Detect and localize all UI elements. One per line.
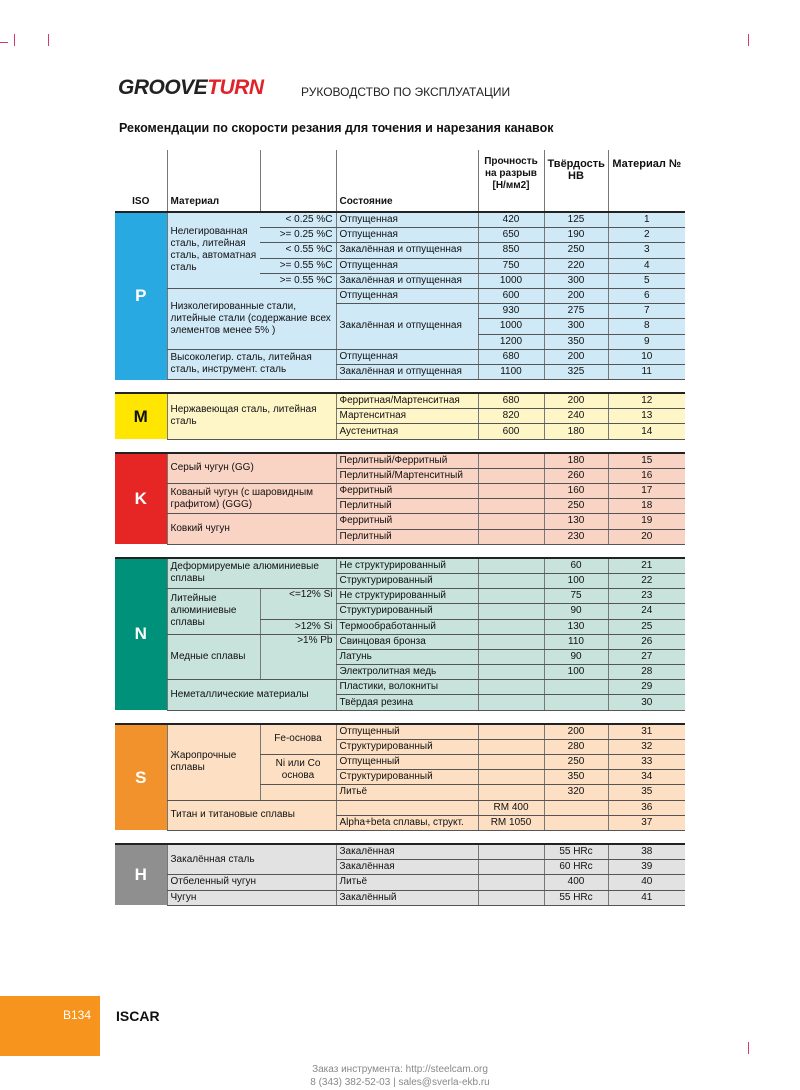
carbon-cell: >= 0.55 %C [260,258,336,273]
group-spacer [115,830,685,844]
crop-mark [748,34,749,46]
strength-cell: 600 [478,424,544,439]
condition-cell: Аустенитная [336,424,478,439]
si-low-cell: <=12% Si [260,589,336,619]
hardness-cell [544,815,608,830]
group-divider [115,439,685,453]
material-no-cell: 24 [608,604,685,619]
condition-cell: Электролитная медь [336,665,478,680]
condition-cell: Структурированный [336,770,478,785]
group-divider [115,830,685,844]
material-no-cell: 12 [608,393,685,409]
strength-cell [478,573,544,588]
table-row [115,514,685,529]
hardness-cell: 200 [544,288,608,303]
material-hardened-steel: Закалённая сталь [167,844,336,875]
material-no-cell: 5 [608,273,685,288]
strength-cell: RM 1050 [478,815,544,830]
iso-m-badge: M [115,393,167,439]
strength-cell [478,529,544,544]
hardness-cell: 60 HRc [544,860,608,875]
table-row [115,288,685,303]
table-row [115,453,685,469]
condition-cell: Перлитный/Мартенситный [336,468,478,483]
hardness-cell: 55 HRc [544,890,608,905]
table-row [115,844,685,860]
condition-cell: Отпущенная [336,349,478,364]
condition-cell: Закалённая [336,860,478,875]
material-nonalloy-steel: Нелегированная сталь, литейная сталь, автоматная сталь [167,212,260,288]
material-no-cell: 14 [608,424,685,439]
strength-cell [478,890,544,905]
iso-p-badge: P [115,212,167,380]
strength-cell [478,724,544,740]
hardness-cell: 90 [544,649,608,664]
hardness-cell: 325 [544,364,608,379]
iso-h-badge: H [115,844,167,905]
condition-cell: Alpha+beta сплавы, структ. [336,815,478,830]
strength-cell [478,514,544,529]
table-row [115,724,685,740]
fe-base-cell: Fe-основа [260,724,336,755]
strength-cell [478,860,544,875]
material-no-cell: 34 [608,770,685,785]
material-no-cell: 8 [608,319,685,334]
footer-order-line: Заказ инструмента: http://steelcam.org [312,1064,488,1075]
hardness-cell: 180 [544,453,608,469]
condition-cell: Твёрдая резина [336,695,478,710]
hardness-cell: 190 [544,228,608,243]
material-lowalloy-steel: Низколегированные стали, литейные стали (содержание всех элементов менее 5% ) [167,288,336,349]
hardness-cell: 240 [544,409,608,424]
col-strength: Прочность на разрыв [Н/мм2] [478,150,544,212]
material-malleable-iron: Ковкий чугун [167,514,336,544]
strength-cell [478,649,544,664]
condition-cell: Перлитный/Ферритный [336,453,478,469]
material-no-cell: 31 [608,724,685,740]
hardness-cell: 350 [544,334,608,349]
material-no-cell: 3 [608,243,685,258]
table-header [115,150,685,212]
condition-cell: Закалённая и отпущенная [336,273,478,288]
material-no-cell: 26 [608,634,685,649]
table-row [115,800,685,815]
strength-cell: 680 [478,349,544,364]
col-hardness: Твёрдость HB [544,150,608,212]
material-titanium: Титан и титановые сплавы [167,800,336,830]
group-divider [115,544,685,558]
hardness-cell [544,695,608,710]
condition-cell: Пластики, волокниты [336,680,478,695]
group-divider [115,380,685,394]
strength-cell: 750 [478,258,544,273]
condition-cell: Перлитный [336,499,478,514]
page-number: B134 [62,1008,91,1022]
strength-cell [478,558,544,574]
ni-co-base-cell: Ni или Co основа [260,755,336,785]
material-no-cell: 40 [608,875,685,890]
material-no-cell: 35 [608,785,685,800]
hardness-cell: 110 [544,634,608,649]
col-condition: Состояние [336,150,478,212]
hardness-cell [544,800,608,815]
ni-co-spacer [260,785,336,800]
group-spacer [115,380,685,394]
material-no-cell: 9 [608,334,685,349]
col-iso: ISO [115,150,167,212]
col-material-sub [260,150,336,212]
iscar-brand: ISCAR [116,1008,160,1024]
material-no-cell: 30 [608,695,685,710]
material-no-cell: 33 [608,755,685,770]
material-no-cell: 13 [608,409,685,424]
strength-cell: 820 [478,409,544,424]
condition-cell: Закалённая [336,844,478,860]
condition-cell: Структурированный [336,573,478,588]
material-no-cell: 15 [608,453,685,469]
strength-cell [478,695,544,710]
condition-cell: Закалённый [336,890,478,905]
strength-cell [478,634,544,649]
hardness-cell: 160 [544,484,608,499]
material-no-cell: 10 [608,349,685,364]
strength-cell: 930 [478,304,544,319]
strength-cell [478,770,544,785]
table-row [115,558,685,574]
crop-mark [48,34,49,46]
material-ductile-iron: Кованый чугун (с шаровидным графитом) (GGG) [167,484,336,514]
material-no-cell: 19 [608,514,685,529]
hardness-cell [544,680,608,695]
logo-part-turn: TURN [207,76,264,99]
material-no-cell: 28 [608,665,685,680]
table-row [115,680,685,695]
condition-cell: Закалённая и отпущенная [336,364,478,379]
condition-cell: Литьё [336,785,478,800]
strength-cell [478,604,544,619]
page-title: Рекомендации по скорости резания для точения и нарезания канавок [119,121,554,135]
crop-mark [0,42,8,43]
condition-cell: Ферритный [336,514,478,529]
condition-cell: Не структурированный [336,558,478,574]
iso-k-badge: K [115,453,167,545]
hardness-cell: 320 [544,785,608,800]
hardness-cell: 275 [544,304,608,319]
table-row [115,875,685,890]
condition-cell: Ферритная/Мартенситная [336,393,478,409]
groove-turn-logo [118,76,264,100]
material-no-cell: 7 [608,304,685,319]
material-no-cell: 16 [608,468,685,483]
hardness-cell: 200 [544,393,608,409]
condition-cell: Закалённая и отпущенная [336,304,478,350]
condition-cell: Отпущенный [336,755,478,770]
material-no-cell: 2 [608,228,685,243]
material-no-cell: 1 [608,212,685,228]
table-row [115,589,685,604]
group-spacer [115,710,685,724]
condition-cell: Отпущенная [336,212,478,228]
strength-cell: 1100 [478,364,544,379]
table-row [115,634,685,649]
hardness-cell: 90 [544,604,608,619]
material-no-cell: 20 [608,529,685,544]
strength-cell [478,844,544,860]
hardness-cell: 260 [544,468,608,483]
strength-cell [478,453,544,469]
material-no-cell: 41 [608,890,685,905]
strength-cell: 420 [478,212,544,228]
material-heat-resistant: Жаропрочные сплавы [167,724,260,800]
si-high-cell: >12% Si [260,619,336,634]
strength-cell [478,589,544,604]
table-row [115,890,685,905]
material-no-cell: 27 [608,649,685,664]
crop-mark [748,1042,749,1054]
material-wrought-aluminum: Деформируемые алюминиевые сплавы [167,558,336,589]
group-divider [115,710,685,724]
material-no-cell: 6 [608,288,685,303]
hardness-cell: 60 [544,558,608,574]
hardness-cell: 220 [544,258,608,273]
strength-cell [478,619,544,634]
strength-cell: 1200 [478,334,544,349]
material-highalloy-steel: Высоколегир. сталь, литейная сталь, инструмент. сталь [167,349,336,379]
hardness-cell: 230 [544,529,608,544]
strength-cell: 680 [478,393,544,409]
condition-cell: Не структурированный [336,589,478,604]
hardness-cell: 200 [544,724,608,740]
material-stainless-steel: Нержавеющая сталь, литейная сталь [167,393,336,439]
manual-subtitle: РУКОВОДСТВО ПО ЭКСПЛУАТАЦИИ [301,85,511,99]
material-copper-alloys: Медные сплавы [167,634,260,680]
logo-part-groove: GROOVE [118,76,208,99]
condition-cell: Структурированный [336,604,478,619]
carbon-cell: < 0.25 %C [260,212,336,228]
material-no-cell: 37 [608,815,685,830]
condition-cell: Перлитный [336,529,478,544]
material-nonmetallic: Неметаллические материалы [167,680,336,710]
condition-cell: Литьё [336,875,478,890]
hardness-cell: 250 [544,755,608,770]
material-no-cell: 36 [608,800,685,815]
hardness-cell: 280 [544,739,608,754]
material-no-cell: 32 [608,739,685,754]
strength-cell: 850 [478,243,544,258]
material-no-cell: 38 [608,844,685,860]
table-row [115,212,685,228]
condition-cell: Отпущенная [336,288,478,303]
material-no-cell: 23 [608,589,685,604]
carbon-cell: >= 0.25 %C [260,228,336,243]
carbon-cell: >= 0.55 %C [260,273,336,288]
material-no-cell: 21 [608,558,685,574]
condition-cell: Структурированный [336,739,478,754]
condition-cell: Латунь [336,649,478,664]
strength-cell [478,755,544,770]
hardness-cell: 125 [544,212,608,228]
condition-cell: Отпущенная [336,228,478,243]
hardness-cell: 75 [544,589,608,604]
strength-cell: RM 400 [478,800,544,815]
strength-cell [478,484,544,499]
material-gray-iron: Серый чугун (GG) [167,453,336,484]
page-number-tab [0,996,100,1056]
carbon-cell: < 0.55 %C [260,243,336,258]
material-no-cell: 18 [608,499,685,514]
strength-cell [478,499,544,514]
hardness-cell: 250 [544,243,608,258]
iso-n-badge: N [115,558,167,710]
hardness-cell: 250 [544,499,608,514]
crop-mark [14,34,15,46]
condition-cell: Ферритный [336,484,478,499]
cutting-speed-table [115,150,685,906]
condition-cell: Термообработанный [336,619,478,634]
material-no-cell: 4 [608,258,685,273]
material-chilled-iron: Отбеленный чугун [167,875,336,890]
strength-cell [478,785,544,800]
condition-cell: Мартенситная [336,409,478,424]
table-row [115,349,685,364]
col-material: Материал [167,150,260,212]
condition-cell: Закалённая и отпущенная [336,243,478,258]
hardness-cell: 130 [544,514,608,529]
table-row [115,393,685,409]
material-no-cell: 22 [608,573,685,588]
condition-cell: Отпущенная [336,258,478,273]
strength-cell [478,665,544,680]
strength-cell: 1000 [478,319,544,334]
hardness-cell: 400 [544,875,608,890]
strength-cell [478,875,544,890]
table-row [115,484,685,499]
material-cast-iron: Чугун [167,890,336,905]
footer-contact-line: 8 (343) 382-52-03 | sales@sverla-ekb.ru [310,1077,490,1088]
strength-cell [478,468,544,483]
hardness-cell: 180 [544,424,608,439]
hardness-cell: 300 [544,319,608,334]
hardness-cell: 130 [544,619,608,634]
hardness-cell: 55 HRc [544,844,608,860]
condition-cell [336,800,478,815]
group-spacer [115,544,685,558]
col-material-no: Материал № [608,150,685,212]
material-cast-aluminum: Литейные алюминиевые сплавы [167,589,260,635]
material-no-cell: 39 [608,860,685,875]
strength-cell: 650 [478,228,544,243]
strength-cell [478,680,544,695]
strength-cell [478,739,544,754]
material-no-cell: 29 [608,680,685,695]
pb-cell: >1% Pb [260,634,336,680]
group-spacer [115,439,685,453]
strength-cell: 600 [478,288,544,303]
iso-s-badge: S [115,724,167,831]
condition-cell: Отпущенный [336,724,478,740]
material-no-cell: 17 [608,484,685,499]
condition-cell: Свинцовая бронза [336,634,478,649]
hardness-cell: 100 [544,573,608,588]
hardness-cell: 300 [544,273,608,288]
material-no-cell: 11 [608,364,685,379]
hardness-cell: 350 [544,770,608,785]
hardness-cell: 200 [544,349,608,364]
hardness-cell: 100 [544,665,608,680]
material-no-cell: 25 [608,619,685,634]
strength-cell: 1000 [478,273,544,288]
